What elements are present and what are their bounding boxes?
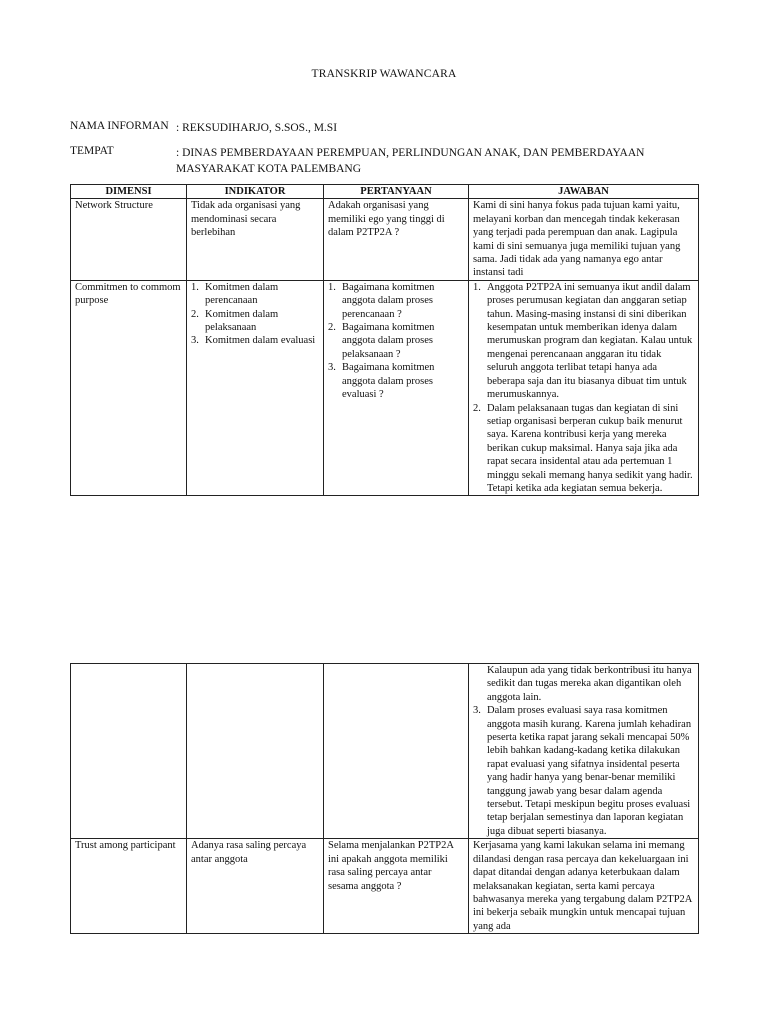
- document-title: TRANSKRIP WAWANCARA: [311, 68, 457, 80]
- place-label: TEMPAT: [70, 145, 114, 157]
- jawaban-continuation: Kalaupun ada yang tidak berkontribusi itu hanya sedikit dan tugas mereka akan digantikan oleh anggota lain.: [487, 665, 692, 703]
- interview-table-part1: [70, 184, 699, 496]
- table-row: [71, 280, 699, 496]
- cell-dimensi: Network Structure: [71, 199, 187, 280]
- informant-label: NAMA INFORMAN: [70, 120, 169, 132]
- informant-value: [176, 120, 716, 136]
- cell-pertanyaan: Adakah organisasi yang memiliki ego yang tinggi di dalam P2TP2A ?: [324, 199, 469, 280]
- jawaban-list: [473, 704, 694, 838]
- table-row: [71, 839, 699, 934]
- cell-indikator: [187, 280, 324, 496]
- list-item: 3. Dalam proses evaluasi saya rasa komitmen anggota masih kurang. Karena jumlah kehadiran peserta ketika rapat jarang sekali mencapai 50% lebih bahkan kadang-kadang ketika dilakukan rapat evaluasi yang sifatnya insidental peserta yang hadir hanya yang benar-benar memiliki tanggung jawab yang besar dalam agenda tersebut. Tetapi meskipun begitu proses evaluasi tetap berjalan semestinya dan laporan kegiatan juga dibuat seperti biasanya.: [473, 705, 692, 837]
- header-jawaban: JAWABAN: [469, 185, 699, 199]
- table-row: [71, 199, 699, 280]
- cell-dimensi: Commitmen to commom purpose: [71, 280, 187, 496]
- cell-pertanyaan: Selama menjalankan P2TP2A ini apakah anggota memiliki rasa saling percaya antar sesama anggota ?: [324, 839, 469, 934]
- list-item: 1. Anggota P2TP2A ini semuanya ikut andil dalam proses perumusan kegiatan dan anggaran setiap tahun. Masing-masing instansi di sini diberikan kesempatan untuk memberikan idenya dalam merumuskan program dan kegiatan. Kalau untuk mengenai perencanaan anggaran itu tidak seluruh anggota terlibat tetapi hanya ada beberapa saja dan itu biasanya dibuat tim untuk merumuskannya.: [473, 281, 693, 401]
- pertanyaan-list: [328, 281, 464, 402]
- list-item: 2. Bagaimana komitmen anggota dalam proses pelaksanaan ?: [328, 322, 435, 360]
- cell-dimensi: [71, 664, 187, 839]
- list-item: 3. Komitmen dalam evaluasi: [191, 335, 316, 347]
- cell-jawaban: Kami di sini hanya fokus pada tujuan kami yaitu, melayani korban dan mencegah tindak kekerasan yang terjadi pada perempuan dan anak. Lagipula kami di sini semuanya juga memiliki tujuan yang sama. Jadi tidak ada yang namanya ego antar instansi tadi: [469, 199, 699, 280]
- list-item: 2. Dalam pelaksanaan tugas dan kegiatan di sini setiap organisasi berperan cukup baik menurut saya. Karena kontribusi kerja yang mereka berikan cukup maksimal. Hanya saja jika ada rapat secara insidental atau ada pertemuan 1 minggu sekali memang hanya sedikit yang hadir. Tetapi ketika ada kegiatan semua bekerja.: [473, 402, 693, 494]
- list-item: 2. Komitmen dalam pelaksanaan: [191, 308, 279, 334]
- header-pertanyaan: PERTANYAAN: [324, 185, 469, 199]
- header-indikator: INDIKATOR: [187, 185, 324, 199]
- informant-value-text: : REKSUDIHARJO, S.SOS., M.SI: [176, 122, 338, 134]
- place-value-line1: : DINAS PEMBERDAYAAN PEREMPUAN, PERLINDUNGAN ANAK, DAN PEMBERDAYAAN: [176, 147, 645, 159]
- list-item: 3. Bagaimana komitmen anggota dalam proses evaluasi ?: [328, 362, 435, 401]
- cell-pertanyaan: [324, 664, 469, 839]
- cell-jawaban: [469, 280, 699, 496]
- jawaban-list: [473, 281, 694, 496]
- indikator-list: [191, 281, 319, 348]
- table-header-row: [71, 185, 699, 199]
- cell-indikator: Tidak ada organisasi yang mendominasi secara berlebihan: [187, 199, 324, 280]
- cell-jawaban: Kerjasama yang kami lakukan selama ini memang dilandasi dengan rasa percaya dan kekeluargaan ini dapat ditandai dengan adanya keterbukaan dalam melaksanakan kegiatan, serta kami percaya bahwasanya mereka yang tergabung dalam P2TP2A ini bekerja sebaik mungkin untuk mencapai tujuan yang ada: [469, 839, 699, 934]
- place-value-line2: MASYARAKAT KOTA PALEMBANG: [176, 163, 362, 175]
- header-dimensi: DIMENSI: [71, 185, 187, 199]
- list-item: 1. Bagaimana komitmen anggota dalam proses perencanaan ?: [328, 281, 435, 320]
- list-item: 1. Komitmen dalam perencanaan: [191, 281, 279, 307]
- place-value: [176, 145, 716, 177]
- cell-dimensi: Trust among participant: [71, 839, 187, 934]
- table-row: [71, 664, 699, 839]
- interview-table-part2: [70, 663, 699, 934]
- cell-indikator: Adanya rasa saling percaya antar anggota: [187, 839, 324, 934]
- cell-indikator: [187, 664, 324, 839]
- cell-pertanyaan: [324, 280, 469, 496]
- cell-jawaban: [469, 664, 699, 839]
